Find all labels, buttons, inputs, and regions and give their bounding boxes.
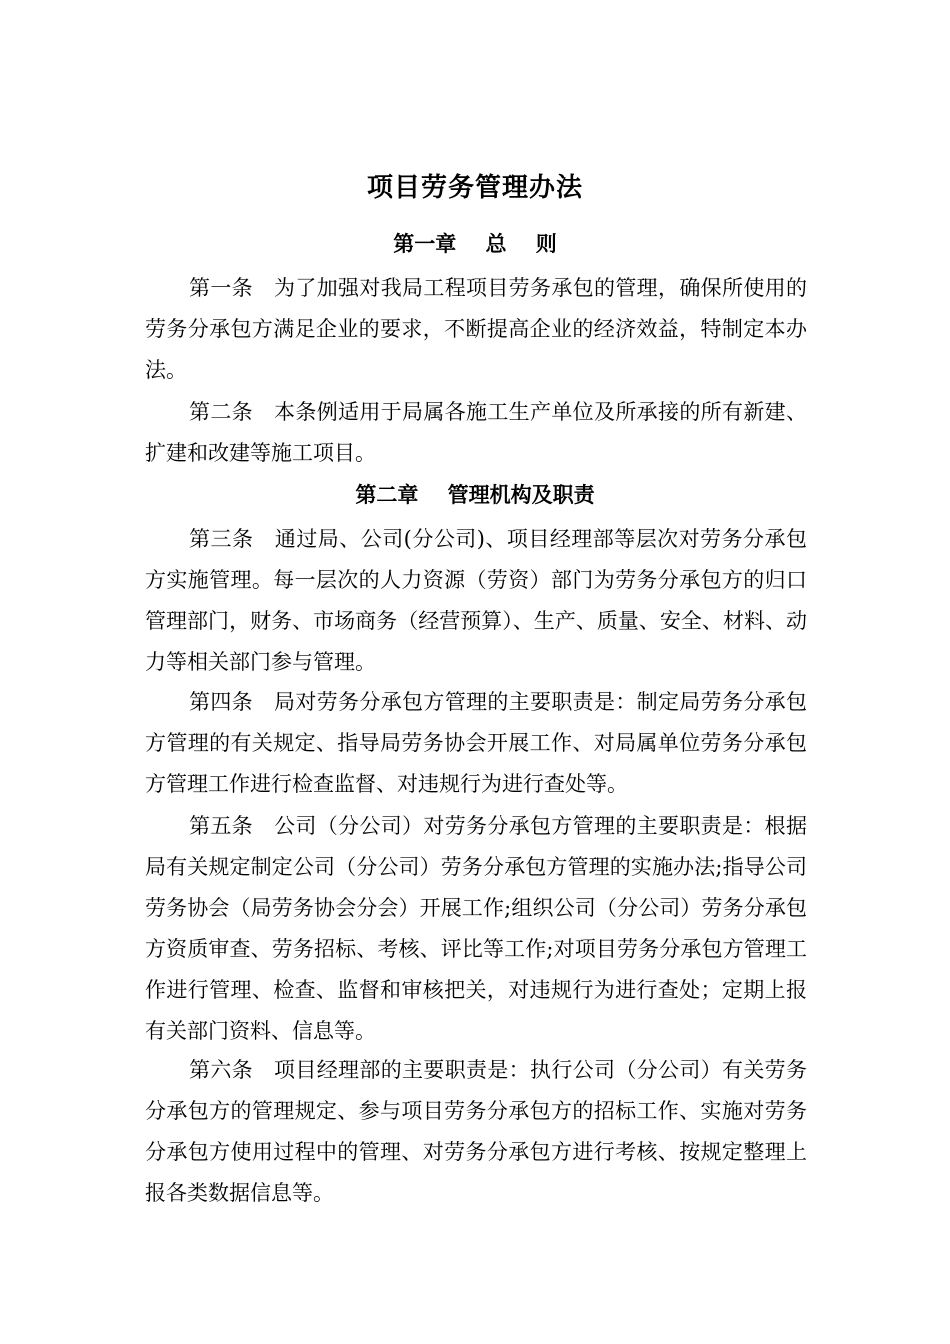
article-text: 通过局、公司(分公司)、项目经理部等层次对劳务分承包方实施管理。每一层次的人力资源（劳资）部门为劳务分承包方的归口管理部门，财务、市场商务（经营预算）、生产、质量、安全、材料、动力等相关部门参与管理。 [145,527,807,674]
article-6 [145,1050,807,1214]
article-text: 项目经理部的主要职责是：执行公司（分公司）有关劳务分承包方的管理规定、参与项目劳务分承包方的招标工作、实施对劳务分承包方使用过程中的管理、对劳务分承包方进行考核、按规定整理上报各类数据信息等。 [145,1058,808,1205]
article-text: 局对劳务分承包方管理的主要职责是：制定局劳务分承包方管理的有关规定、指导局劳务协会开展工作、对局属单位劳务分承包方管理工作进行检查监督、对违规行为进行查处等。 [145,690,808,796]
article-3 [145,519,807,683]
article-label: 第一条 [189,276,253,300]
article-label: 第二条 [189,400,253,424]
article-5 [145,806,807,1052]
article-label: 第三条 [189,527,254,551]
article-label: 第四条 [189,690,253,714]
article-4 [145,682,807,805]
article-text: 本条例适用于局属各施工生产单位及所承接的所有新建、扩建和改建等施工项目。 [145,400,808,465]
document-title: 项目劳务管理办法 [366,173,583,203]
article-label: 第五条 [189,814,253,838]
article-text: 为了加强对我局工程项目劳务承包的管理，确保所使用的劳务分承包方满足企业的要求，不断提高企业的经济效益，特制定本办法。 [145,276,808,382]
article-2 [145,392,807,474]
chapter-heading-2: 第二章 管理机构及职责 [355,483,595,507]
article-label: 第六条 [189,1058,253,1082]
article-text: 公司（分公司）对劳务分承包方管理的主要职责是：根据局有关规定制定公司（分公司）劳务分承包方管理的实施办法;指导公司劳务协会（局劳务协会分会）开展工作;组织公司（分公司）劳务分承包方资质审查、劳务招标、考核、评比等工作;对项目劳务分承包方管理工作进行管理、检查、监督和审核把关，对违规行为进行查处；定期上报有关部门资料、信息等。 [145,814,808,1043]
article-1 [145,268,807,391]
chapter-heading-1: 第一章 总 则 [393,232,557,256]
